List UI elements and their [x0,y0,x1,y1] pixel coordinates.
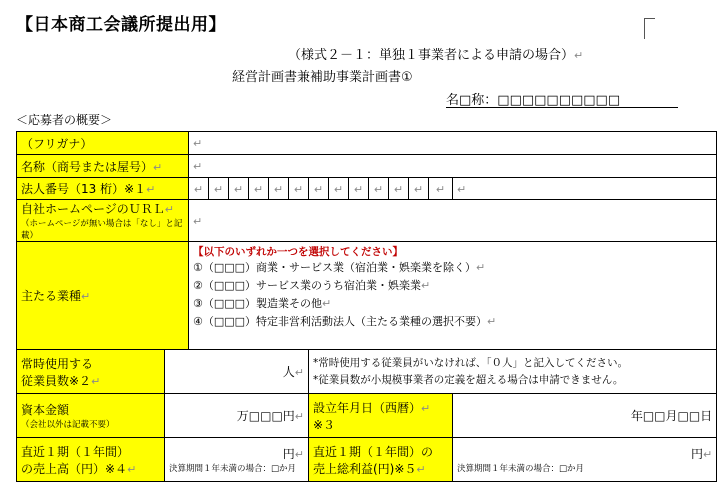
paragraph-mark-icon: ↵ [476,261,486,274]
paragraph-mark-icon: ↵ [421,401,431,415]
paragraph-mark-icon: ↵ [146,183,156,196]
corp-number-digit-6[interactable] [289,178,309,200]
gross-profit-label: 直近１期（１年間）の 売上総利益(円)※５↵ [309,438,453,482]
paragraph-mark-icon: ↵ [353,182,364,196]
industry-option-manufacturing[interactable]: ③（□□□）製造業その他↵ [193,297,332,310]
paragraph-mark-icon: ↵ [435,182,446,196]
paragraph-mark-icon: ↵ [294,366,304,379]
furigana-field[interactable] [189,132,717,155]
paragraph-mark-icon: ↵ [293,182,304,196]
section-label-overview: ＜応募者の概要＞ [16,113,113,127]
corp-number-digit-5[interactable] [269,178,289,200]
industry-option-commerce[interactable]: ①（□□□）商業・サービス業（宿泊業・娯楽業を除く）↵ [193,261,486,274]
paragraph-mark-icon: ↵ [193,160,203,173]
table-row [17,178,717,200]
industry-option-hospitality[interactable]: ②（□□□）サービス業のうち宿泊業・娯楽業↵ [193,279,431,292]
corp-number-digit-10[interactable] [369,178,389,200]
capital-label: 資本金額 （会社以外は記載不要） [17,394,165,438]
gross-profit-field[interactable]: 円↵ 決算期間１年未満の場合：□か月 [453,438,717,482]
table-row [17,200,717,242]
paragraph-mark-icon: ↵ [702,448,713,461]
established-label: 設立年月日（西暦）↵ ※３ [309,394,453,438]
table-row [17,155,717,178]
corp-number-digit-13[interactable] [429,178,453,200]
capital-field[interactable]: 万□□□円↵ [165,394,309,438]
sales-field[interactable]: 円↵ 決算期間１年未満の場合：□か月 [165,438,309,482]
industry-option-npo[interactable]: ④（□□□）特定非営利活動法人（主たる業種の選択不要）↵ [193,315,497,328]
margin-corner-mark [644,18,655,39]
homepage-url-field[interactable] [189,200,717,242]
corp-number-digit-1[interactable] [189,178,209,200]
table-row [17,242,717,350]
paragraph-mark-icon: ↵ [333,182,344,196]
employees-notes: *常時使用する従業員がいなければ、「０人」と記入してください。 *従業員数が小規模事業者の定義を超える場合は申請できません。 [309,350,717,394]
paragraph-mark-icon: ↵ [393,182,404,196]
paragraph-mark-icon: ↵ [294,448,304,461]
employees-count-field[interactable]: 人↵ [165,350,309,394]
paragraph-mark-icon: ↵ [164,203,174,216]
paragraph-mark-icon: ↵ [233,182,244,196]
industry-options-cell [189,242,717,350]
paragraph-mark-icon: ↵ [413,182,424,196]
paragraph-mark-icon: ↵ [193,137,203,150]
corp-number-digit-2[interactable] [209,178,229,200]
corp-number-digit-7[interactable] [309,178,329,200]
corp-number-digit-9[interactable] [349,178,369,200]
corp-number-digit-12[interactable] [409,178,429,200]
established-date-field[interactable]: 年□□月□□日 [453,394,717,438]
corp-number-digit-3[interactable] [229,178,249,200]
homepage-label: 自社ホームページのＵＲＬ↵ （ホームページが無い場合は「なし」と記載） [17,200,189,242]
document-title: 経営計画書兼補助事業計画書① [232,70,413,85]
paragraph-mark-icon: ↵ [373,182,384,196]
paragraph-mark-icon: ↵ [81,290,91,303]
paragraph-mark-icon: ↵ [253,182,264,196]
paragraph-mark-icon: ↵ [421,279,431,292]
paragraph-mark-icon: ↵ [213,182,224,196]
paragraph-mark-icon: ↵ [193,214,203,228]
paragraph-mark-icon: ↵ [487,315,497,328]
paragraph-mark-icon: ↵ [322,297,332,310]
form-type-label: （様式２－１：単独１事業者による申請の場合）↵ [288,48,584,63]
industry-label: 主たる業種↵ [17,242,189,350]
paragraph-mark-icon: ↵ [574,49,584,62]
sales-label: 直近１期（１年間） の売上高（円）※４↵ [17,438,165,482]
paragraph-mark-icon: ↵ [457,182,467,196]
corp-number-digit-4[interactable] [249,178,269,200]
corp-number-label: 法人番号（13 桁）※１↵ [17,178,189,200]
paragraph-mark-icon: ↵ [127,462,137,476]
furigana-label: （フリガナ） [17,132,189,155]
applicant-overview-table [16,131,717,482]
paragraph-mark-icon: ↵ [313,182,324,196]
paragraph-mark-icon: ↵ [91,374,101,388]
applicant-name-line[interactable]: 名□称：□□□□□□□□□□ [446,93,621,108]
table-row [17,438,717,482]
name-underline [446,107,678,108]
corp-number-blank [453,178,717,200]
paragraph-mark-icon: ↵ [416,462,426,476]
paragraph-mark-icon: ↵ [153,160,163,174]
paragraph-mark-icon: ↵ [193,182,204,196]
company-name-label: 名称（商号または屋号）↵ [17,155,189,178]
table-row [17,394,717,438]
corp-number-digit-11[interactable] [389,178,409,200]
company-name-field[interactable] [189,155,717,178]
employees-label: 常時使用する 従業員数※２↵ [17,350,165,394]
industry-prompt: 【以下のいずれか一つを選択してください】 [193,246,403,258]
table-row [17,132,717,155]
corp-number-digit-8[interactable] [329,178,349,200]
paragraph-mark-icon: ↵ [294,410,304,423]
homepage-note: （ホームページが無い場合は「なし」と記載） [21,219,183,241]
document-heading: 【日本商工会議所提出用】 [16,15,226,35]
paragraph-mark-icon: ↵ [273,182,284,196]
table-row [17,350,717,394]
